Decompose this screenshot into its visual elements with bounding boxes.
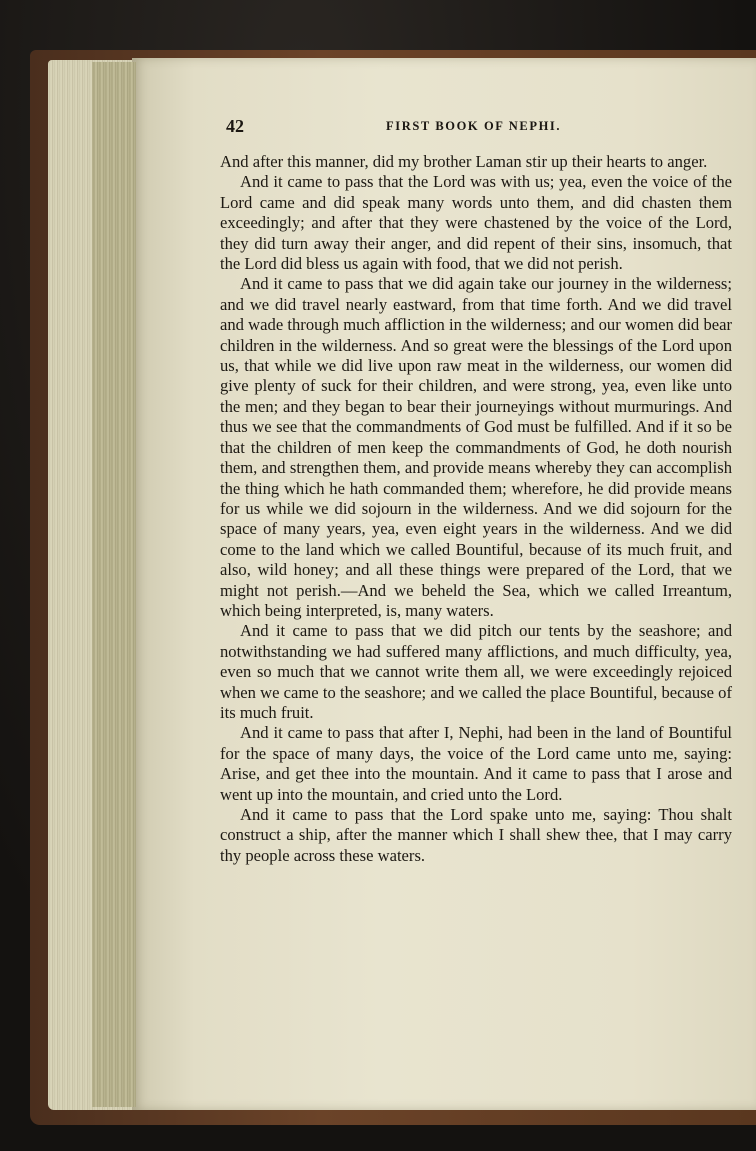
page-header — [226, 116, 746, 136]
paragraph-1: And after this manner, did my brother Laman stir up their hearts to anger. — [220, 152, 708, 171]
paragraph-2: And it came to pass that the Lord was with us; yea, even the voice of the Lord came and did speak many words unto them, and did chasten them exceedingly; and after that they were chastened by the voice of the Lord, they did turn away their anger, and did repent of their sins, insomuch, that the Lord did bless us again with food, that we did not perish. — [220, 172, 732, 274]
paragraph-4: And it came to pass that we did pitch our tents by the seashore; and notwithstanding we had suffered many afflictions, and much difficulty, yea, even so much that we cannot write them all, we were exceedingly rejoiced when we came to the seashore; and we called the place Bountiful, because of its much fruit. — [220, 621, 732, 722]
page-gutter — [92, 62, 136, 1107]
running-head: FIRST BOOK OF NEPHI. — [386, 119, 562, 133]
paragraph-5: And it came to pass that after I, Nephi, had been in the land of Bountiful for the space of many days, the voice of the Lord came unto me, saying: Arise, and get thee into the mountain. And it came to pass that I arose and went up into the mountain, and cried unto the Lord. — [220, 723, 732, 804]
body-text — [220, 152, 732, 866]
paragraph-3: And it came to pass that we did again take our journey in the wilderness; and we did travel nearly eastward, from that time forth. And we did travel and wade through much affliction in the wilderness; and our women did bear children in the wilderness. And so great were the blessings of the Lord upon us, that while we did live upon raw meat in the wilderness, our women did give plenty of suck for their children, and were strong, yea, even like unto the men; and they began to bear their journeyings without murmurings. And thus we see that the commandments of God must be fulfilled. And if it so be that the children of men keep the commandments of God, he doth nourish them, and strengthen them, and provide means whereby they can accomplish the thing which he hath commanded them; wherefore, he did provide means for us while we did sojourn in the wilderness. And we did sojourn for the space of many years, yea, even eight years in the wilderness. And we did come to the land which we called Bountiful, because of its much fruit, and also, wild honey; and all these things were prepared of the Lord, that we might not perish.—And we beheld the Sea, which we called Irreantum, which being interpreted, is, many waters. — [220, 274, 732, 620]
page-number: 42 — [226, 116, 244, 136]
paragraph-6: And it came to pass that the Lord spake unto me, saying: Thou shalt construct a ship, after the manner which I shall shew thee, that I may carry thy people across these waters. — [220, 805, 732, 865]
